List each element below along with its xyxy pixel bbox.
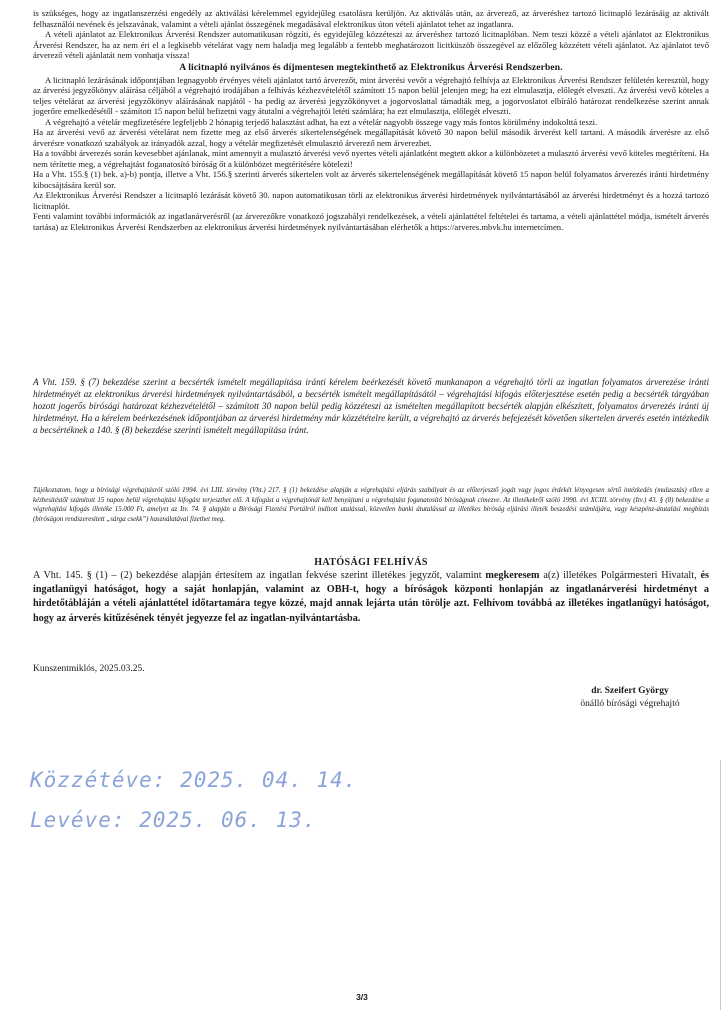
authority-text-part-2: megkeresem <box>485 570 540 581</box>
authority-text-part-4: és ingatlanügyi hatóságot, hogy a saját honlapján, valamint az OBH-t, hogy a bíróságok központi honlapján az ingatlanárverési hirdetményt a hirdetőtábláján a vételi ajánlattétel időtartamára tegye közzé, majd annak lejárta után törölje azt. Felhívom továbbá az illetékes ingatlanügyi hatóságot, hogy az árverés kitűzésének tényét jegyezze fel az ingatlan-nyilvántartásba. <box>33 570 709 624</box>
authority-request-text <box>33 569 709 626</box>
signature-block <box>560 685 700 711</box>
signer-name: dr. Szeifert György <box>591 686 669 696</box>
italic-notice: A Vht. 159. § (7) bekezdése szerint a becsérték ismételt megállapítása iránti kérelem beérkezését követő munkanapon a végrehajtó törli az ingatlan folyamatos árverezése iránti hirdetményét az elektronikus árverési hirdetmények nyilvántartásából, a becsérték ismételt megállapításától – végrehajtási kifogás előterjesztése esetén pedig a becsérték tárgyában hozott jogerős bírósági határozat kézhezvételétől – számított 30 napon belül pedig közzéteszi az ismételten megállapított becsérték alapján elkészített, folyamatos árverezés iránti új hirdetményt. Ha a kérelem beérkezésének időpontjában az árverési hirdetmény már közzétételre került, a végrehajtó az árverés befejezését követően sikertelen árverés esetén intézkedik a becsértéknek a 140. § (8) bekezdése szerinti ismételt megállapítása iránt. <box>33 377 709 435</box>
paragraph-continuous-auction: Ha a Vht. 155.§ (1) bek. a)-b) pontja, illetve a Vht. 156.§ szerinti árverés sikertelen volt az árverés sikertelenségének megállapítását követő 15 napon belül folyamatos árverezés iránti hirdetmény kibocsájtására kerül sor. <box>33 169 709 190</box>
remedy-notice: Tájékoztatom, hogy a bírósági végrehajtásról szóló 1994. évi LIII. törvény (Vht.) 217. § (1) bekezdése alapján a végrehajtási eljárás szabályait és az előterjesztő jogát vagy jogos érdekét lényegesen sértő intézkedés (mulasztás) ellen a kézbesítéstől számított 15 napon belül végrehajtási kifogást terjeszthet elő. A kifogást a végrehajtónál kell benyújtani a végrehajtást foganatosító bíróságnak címezve. Az illetékekről szóló 1990. évi XCIII. törvény (Itv.) 43. § (8) bekezdése a végrehajtási kifogás illetéke 15.000 Ft, amelyet az Itv. 74. § alapján a Bírósági Fizetési Portálról indított utalással, közvetlen banki átutalással az illetékes bíróság eljárási illeték beszedési számlájára, vagy készpénz-átutalási megbízás (bíróságon rendszeresített „sárga csekk”) használatával fizethet meg. <box>33 487 709 523</box>
paragraph-second-auction: Ha az árverési vevő az árverési vételárat nem fizette meg az első árverés sikertelenségének megállapítását követő 30 napon belül második árverést kell tartani. A második árverésre az első árverésre vonatkozó szabályok az irányadók azzal, hogy a vételár megfizetését elmulasztó árverező nem árverezhet. <box>33 127 709 148</box>
authority-request-title: HATÓSÁGI FELHÍVÁS <box>314 557 428 568</box>
place-date: Kunszentmiklós, 2025.03.25. <box>33 664 145 674</box>
intro-section <box>33 8 709 232</box>
authority-text-part-3: a(z) illetékes Polgármesteri Hivatalt, <box>539 570 701 581</box>
paragraph-auction-buyer: A licitnapló lezárásának időpontjában legnagyobb érvényes vételi ajánlatot tartó árverezőt, mint árverési vevőt a végrehajtó felhívja az Elektronikus Árverési Rendszer felületén keresztül, hogy az árverési jegyzőkönyv aláírása céljából a végrehajtó irodájában a felhívás kézhezvételétől számított 15 napon belül jelenjen meg; ha ezt elmulasztja, előlegét elveszti. Az árverési vevő köteles a teljes vételárat az árverési jegyzőkönyv aláírásának napjától - ha pedig az árverési jegyzőkönyvet a jogorvoslattal támadták meg, a jogorvoslatot elbíráló határozat rendelkezése szerint annak jogerőre emelkedésétől - számított 15 napon belül befizetni vagy átutalni a végrehajtói letéti számlára; ha ezt elmulasztja, előlegét elveszti. <box>33 74 709 116</box>
authority-text-part-1: A Vht. 145. § (1) – (2) bekezdése alapján értesítem az ingatlan fekvése szerint illetékes jegyzőt, valamint <box>33 570 486 581</box>
handwritten-posted-date: Közzétéve: 2025. 04. 14. <box>30 768 358 792</box>
paragraph-further-info: Fenti valamint további információk az ingatlanárverésről (az árverezőkre vonatkozó jogszabályi rendelkezések, a vételi ajánlattétel feltételei és tartama, a vételi ajánlattétel módja, ismételt árverés tartása) az Elektronikus Árverési Rendszerben az elektronikus árverési hirdetmények nyilvántartásában elérhetők a https://arveres.mbvk.hu internetcímen. <box>33 211 709 232</box>
paragraph-deletion: Az Elektronikus Árverési Rendszer a licitnapló lezárását követő 30. napon automatikusan törli az elektronikus árverési hirdetmények nyilvántartásából az árverési hirdetményt és a hozzá tartozó licitnaplót. <box>33 190 709 211</box>
handwritten-removed-date: Levéve: 2025. 06. 13. <box>30 808 317 832</box>
scan-edge-line <box>720 760 721 1010</box>
signer-role: önálló bírósági végrehajtó <box>580 699 680 709</box>
remedy-notice-section <box>33 486 709 524</box>
paragraph-bid-recording: A vételi ajánlatot az Elektronikus Árverési Rendszer automatikusan rögzíti, és egyidejűleg közzéteszi az árveréshez tartozó licitnaplóban. Nem teszi közzé a vételi ajánlatot az Elektronikus Árverési Rendszer, ha az nem éri el a legkisebb vételárat vagy nem haladja meg legalább a fentebb meghatározott licitküszöb összegével az előzőleg közzétett vételi ajánlatot. Az ajánlatot tevő árverező vételi ajánlatát nem vonhatja vissza! <box>33 29 709 60</box>
section-heading: A licitnapló nyilvános és díjmentesen megtekinthető az Elektronikus Árverési Rendszerben. <box>179 61 563 73</box>
italic-notice-section <box>33 376 709 436</box>
paragraph-registration: is szükséges, hogy az ingatlanszerzési engedély az aktiválási kérelemmel egyidejűleg csatolásra kerüljön. Az aktiválás után, az árverező, az árveréshez tartozó licitnapló lezárásáig az aktivált felhasználói nevének és jelszavának, valamint a vételi ajánlat összegének megadásával elektronikus úton vételi ajánlatot tehet az ingatlanra. <box>33 8 709 29</box>
paragraph-difference: Ha a további árverezés során kevesebbet ajánlanak, mint amennyit a mulasztó árverési vevő nyertes vételi ajánlatként megtett akkor a különbözetet a mulasztó árverési vevő köteles megtéríteni. Ha nem térítette meg, a végrehajtást foganatosító bíróság őt a különbözet megtérítésére kötelezi! <box>33 148 709 169</box>
authority-request-section <box>33 556 709 626</box>
page-number: 3/3 <box>356 992 368 1002</box>
paragraph-payment-delay: A végrehajtó a vételár megfizetésére legfeljebb 2 hónapig terjedő halasztást adhat, ha ezt a vételár nagyobb összege vagy más fontos körülmény indokolttá teszi. <box>45 116 598 127</box>
